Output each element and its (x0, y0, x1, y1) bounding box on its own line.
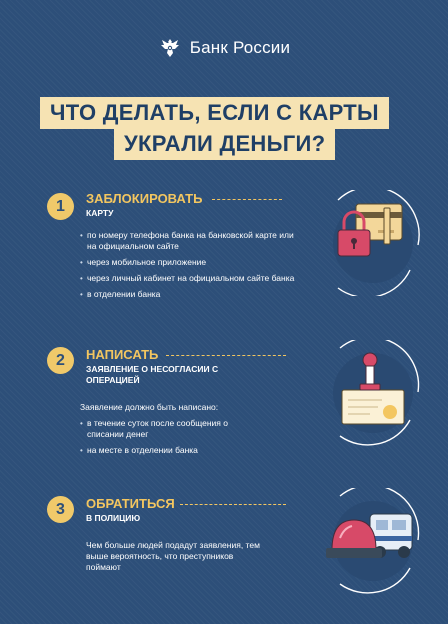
step-number: 1 (47, 193, 74, 220)
step-number: 2 (47, 347, 74, 374)
card-padlock-icon (318, 190, 424, 296)
step-list (80, 418, 260, 461)
step-subheading: КАРТУ (86, 208, 114, 218)
step-heading: ОБРАТИТЬСЯ (86, 496, 175, 511)
step-text: Чем больше людей подадут заявления, тем выше вероятность, что преступников поймают (86, 540, 260, 572)
page-title-line-1: ЧТО ДЕЛАТЬ, ЕСЛИ С КАРТЫ (40, 97, 389, 129)
step-subheading: ЗАЯВЛЕНИЕ О НЕСОГЛАСИИ С ОПЕРАЦИЕЙ (86, 364, 219, 385)
brand-name: Банк России (189, 38, 291, 57)
document-stamp-icon (318, 340, 424, 446)
step-intro: Заявление должно быть написано: (80, 402, 219, 412)
list-item: • в течение суток после сообщения о списании денег (80, 418, 260, 440)
step-divider (180, 504, 286, 505)
step-divider (212, 199, 282, 200)
list-item: • по номеру телефона банка на банковской карте или на официальном сайте (80, 230, 298, 252)
step-list (80, 230, 298, 305)
step-subheading: В ПОЛИЦИЮ (86, 513, 141, 523)
list-item: • на месте в отделении банка (80, 445, 260, 456)
double-headed-eagle-icon (158, 36, 182, 60)
page-title-line-2: УКРАЛИ ДЕНЬГИ? (114, 128, 335, 160)
step-heading: НАПИСАТЬ (86, 347, 159, 362)
brand-header (0, 30, 448, 66)
step-number: 3 (47, 496, 74, 523)
step-heading: ЗАБЛОКИРОВАТЬ (86, 191, 203, 206)
list-item: • через личный кабинет на официальном сайте банка (80, 273, 298, 284)
list-item: • через мобильное приложение (80, 257, 298, 268)
step-divider (166, 355, 286, 356)
police-siren-car-icon (318, 488, 424, 594)
list-item: • в отделении банка (80, 289, 298, 300)
